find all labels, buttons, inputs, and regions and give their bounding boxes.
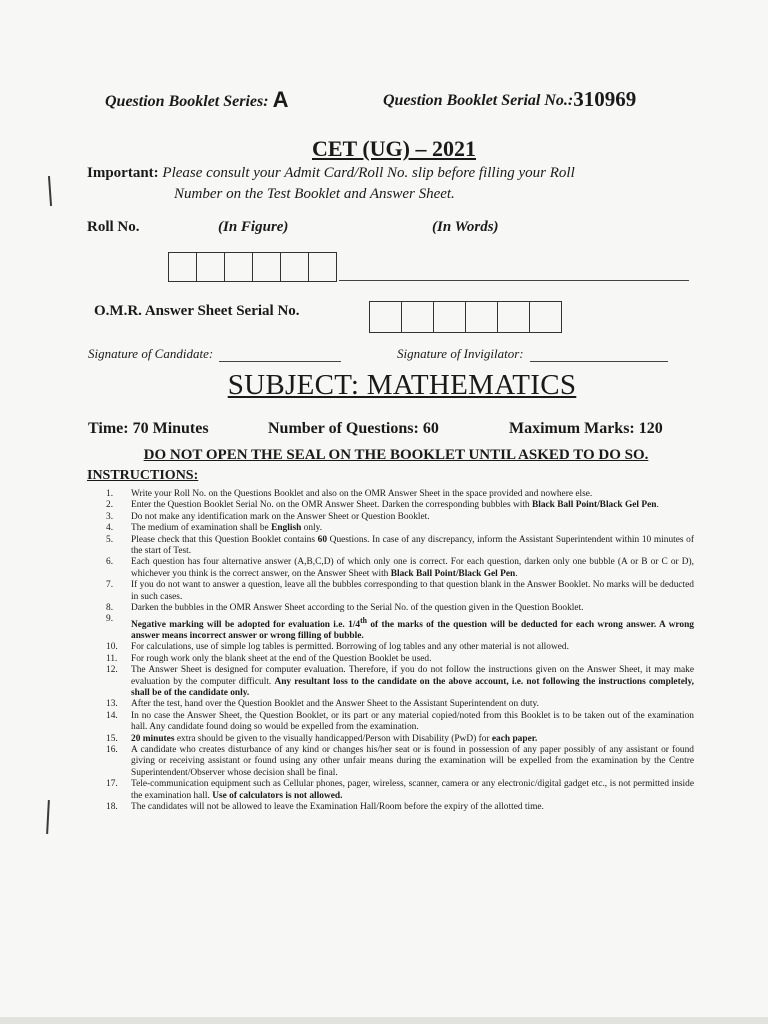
- instruction-item: [106, 523, 694, 534]
- omr-digit-box[interactable]: [370, 302, 402, 332]
- booklet-series: [105, 86, 288, 112]
- instruction-text: In no case the Answer Sheet, the Question Booklet, or its part or any material copied/noted from this Booklet is to be taken out of the examination hall. Any candidate found doing so would be expelled from the examination.: [131, 710, 694, 733]
- instruction-text: Enter the Question Booklet Serial No. on the OMR Answer Sheet. Darken the corresponding bubbles with Black Ball Point/Black Gel Pen.: [131, 500, 659, 511]
- exam-title: CET (UG) – 2021: [312, 136, 476, 161]
- instruction-item: [106, 802, 694, 813]
- instruction-text: Do not make any identification mark on the Answer Sheet or Question Booklet.: [131, 511, 430, 522]
- important-text-line1: Please consult your Admit Card/Roll No. slip before filling your Roll: [162, 165, 575, 181]
- instruction-text: Write your Roll No. on the Questions Booklet and also on the OMR Answer Sheet in the space provided and nowhere else.: [131, 489, 593, 499]
- roll-no-words-line[interactable]: [339, 280, 689, 281]
- roll-digit-box[interactable]: [225, 253, 253, 281]
- instruction-item: [106, 642, 694, 653]
- roll-digit-box[interactable]: [253, 253, 281, 281]
- instruction-number: 12.: [106, 665, 118, 676]
- instruction-item: [106, 699, 694, 710]
- roll-no-label: Roll No.: [87, 219, 140, 235]
- instruction-item: [106, 512, 694, 523]
- instruction-item: [106, 614, 694, 642]
- important-text-line2: Number on the Test Booklet and Answer Sheet.: [174, 186, 455, 202]
- instruction-number: 9.: [106, 614, 114, 625]
- instruction-text: Each question has four alternative answer (A,B,C,D) of which only one is correct. For each question, darken only one bubble (A or B or C or D), whichever you think is the correct answer, on the Answer Sheet with Black Ball Point/Black Gel Pen.: [131, 557, 694, 579]
- series-value: A: [272, 87, 289, 112]
- roll-digit-box[interactable]: [309, 253, 336, 281]
- instruction-text: If you do not want to answer a question, leave all the bubbles corresponding to that question blank in the Answer Booklet. No marks will be deducted in such cases.: [131, 580, 694, 602]
- booklet-serial: [383, 86, 636, 111]
- instruction-number: 11.: [106, 653, 118, 664]
- instruction-text: A candidate who creates disturbance of any kind or changes his/her seat or is found in possession of any paper possibly of any assistant or found giving or receiving assistant or found using any other unfair means during the examination will be expelled from the examination by the Centre Superintendent/Observer whose decision shall be final.: [131, 745, 694, 778]
- instruction-number: 2.: [106, 500, 114, 511]
- instruction-text: Darken the bubbles in the OMR Answer Sheet according to the Serial No. of the question given in the Question Booklet.: [131, 603, 584, 614]
- instruction-item: [106, 745, 694, 779]
- instruction-item: [106, 734, 694, 745]
- roll-no-figure-boxes[interactable]: [168, 252, 337, 282]
- instruction-item: [106, 711, 694, 734]
- questions-info: Number of Questions: 60: [268, 420, 439, 437]
- instruction-number: 1.: [106, 489, 114, 499]
- candidate-signature-line[interactable]: [219, 349, 341, 362]
- instruction-text: After the test, hand over the Question Booklet and the Answer Sheet to the Assistant Superintendent on duty.: [131, 699, 539, 710]
- series-label: Question Booklet Series:: [105, 93, 269, 110]
- instruction-number: 5.: [106, 534, 114, 545]
- important-label: Important:: [87, 165, 159, 181]
- instruction-number: 8.: [106, 603, 114, 614]
- omr-digit-box[interactable]: [402, 302, 434, 332]
- important-note: [87, 163, 707, 205]
- instruction-item: [106, 603, 694, 614]
- instruction-number: 4.: [106, 523, 114, 534]
- instruction-number: 7.: [106, 580, 114, 591]
- omr-digit-box[interactable]: [434, 302, 466, 332]
- omr-digit-box[interactable]: [498, 302, 530, 332]
- instruction-text: Please check that this Question Booklet contains 60 Questions. In case of any discrepancy, inform the Assistant Superintendent within 10 minutes of the start of Test.: [131, 534, 694, 557]
- instructions-heading: INSTRUCTIONS:: [87, 468, 199, 483]
- instruction-text: Tele-communication equipment such as Cellular phones, pager, wireless, scanner, camera or any electronic/digital gadget etc., is not permitted inside the examination hall. Use of calculators is not allowed.: [131, 779, 694, 801]
- roll-digit-box[interactable]: [197, 253, 225, 281]
- instruction-number: 18.: [106, 802, 118, 813]
- instruction-number: 16.: [106, 745, 118, 756]
- instruction-text: 20 minutes extra should be given to the visually handicapped/Person with Disability (PwD) for each paper.: [131, 733, 538, 744]
- booklet-header: [105, 86, 708, 116]
- instruction-number: 6.: [106, 557, 114, 568]
- in-figure-label: (In Figure): [218, 219, 289, 235]
- instruction-item: [106, 557, 694, 580]
- invigilator-signature-label: Signature of Invigilator:: [397, 346, 524, 361]
- instruction-number: 3.: [106, 511, 114, 522]
- candidate-signature: [88, 346, 341, 362]
- instruction-text: Negative marking will be adopted for evaluation i.e. 1/4th of the marks of the question will be deducted for each wrong answer. A wrong answer means incorrect answer or wrong filling of bubble.: [131, 615, 694, 641]
- omr-digit-box[interactable]: [530, 302, 561, 332]
- instruction-text: For calculations, use of simple log tables is permitted. Borrowing of log tables and any other material is not allowed.: [131, 642, 569, 653]
- instruction-number: 15.: [106, 733, 118, 744]
- instruction-text: The medium of examination shall be English only.: [131, 523, 323, 534]
- invigilator-signature: [397, 346, 668, 362]
- instruction-item: [106, 654, 694, 665]
- in-words-label: (In Words): [432, 219, 499, 235]
- instructions-list: [106, 489, 694, 814]
- omr-serial-boxes[interactable]: [369, 301, 562, 333]
- omr-serial-label: O.M.R. Answer Sheet Serial No.: [94, 303, 300, 319]
- instruction-item: [106, 779, 694, 802]
- serial-label: Question Booklet Serial No.:: [383, 92, 574, 109]
- instruction-text: The candidates will not be allowed to leave the Examination Hall/Room before the expiry of the allotted time.: [131, 802, 544, 813]
- candidate-signature-label: Signature of Candidate:: [88, 346, 214, 361]
- subject-title: SUBJECT: MATHEMATICS: [227, 369, 577, 401]
- marks-info: Maximum Marks: 120: [509, 420, 663, 437]
- instruction-item: [106, 500, 694, 511]
- invigilator-signature-line[interactable]: [530, 349, 668, 362]
- roll-digit-box[interactable]: [281, 253, 309, 281]
- seal-warning: DO NOT OPEN THE SEAL ON THE BOOKLET UNTIL ASKED TO DO SO.: [143, 447, 649, 463]
- instruction-number: 17.: [106, 779, 118, 790]
- omr-digit-box[interactable]: [466, 302, 498, 332]
- exam-meta: [88, 420, 698, 442]
- instruction-number: 13.: [106, 699, 118, 710]
- instruction-text: For rough work only the blank sheet at the end of the Question Booklet be used.: [131, 653, 432, 664]
- instruction-item: [106, 580, 694, 603]
- instruction-number: 14.: [106, 710, 118, 721]
- instruction-item: [106, 489, 694, 500]
- instruction-text: The Answer Sheet is designed for computer evaluation. Therefore, if you do not follow the instructions given on the Answer Sheet, it may make evaluation by the computer difficult. Any resultant loss to the candidate on the above account, i.e. not following the instructions completely, shall be of the candidate only.: [131, 665, 694, 699]
- serial-value: 310969: [573, 87, 637, 111]
- instruction-item: [106, 665, 694, 699]
- instruction-item: [106, 535, 694, 558]
- pen-mark: [46, 800, 50, 834]
- time-info: Time: 70 Minutes: [88, 420, 209, 437]
- roll-digit-box[interactable]: [169, 253, 197, 281]
- instruction-number: 10.: [106, 642, 118, 653]
- pen-mark: [48, 176, 52, 206]
- page-bottom-edge: [0, 1017, 768, 1024]
